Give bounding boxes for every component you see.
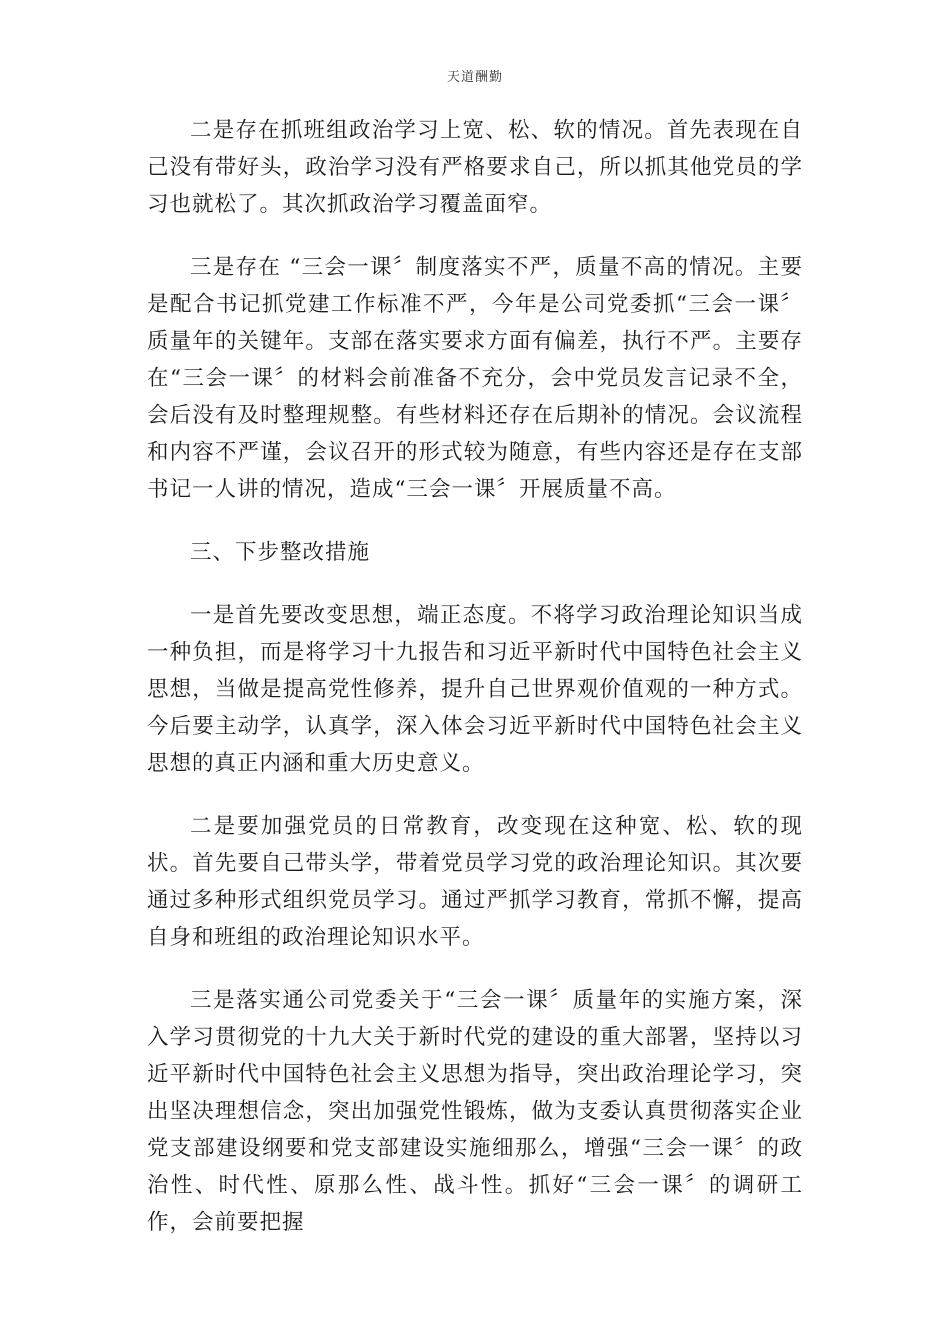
paragraph-measure-2: 二是要加强党员的日常教育，改变现在这种宽、松、软的现状。首先要自己带头学，带着党员学习党的政治理论知识。其次要通过多种形式组织党员学习。通过严抓学习教育，常抓不懈，提高自身和班组的政治理论知识水平。	[147, 814, 803, 950]
section-heading-rectification: 三、下步整改措施	[190, 540, 371, 565]
paragraph-problem-3: 三是存在 “三会一课〞制度落实不严，质量不高的情况。主要是配合书记抓党建工作标准不严，今年是公司党委抓“三会一课〞质量年的关键年。支部在落实要求方面有偏差，执行不严。主要存在“三会一课〞的材料会前准备不充分，会中党员发言记录不全，会后没有及时整理规整。有些材料还存在后期补的情况。会议流程和内容不严谨，会议召开的形式较为随意，有些内容还是存在支部书记一人讲的情况，造成“三会一课〞开展质量不高。	[147, 255, 803, 502]
paragraph-measure-3: 三是落实通公司党委关于“三会一课〞质量年的实施方案，深入学习贯彻党的十九大关于新时代党的建设的重大部署，坚持以习近平新时代中国特色社会主义思想为指导，突出政治理论学习，突出坚决理想信念，突出加强党性锻炼，做为支委认真贯彻落实企业党支部建设纲要和党支部建设实施细那么，增强“三会一课〞的政治性、时代性、原那么性、战斗性。抓好“三会一课〞的调研工作，会前要把握	[147, 988, 803, 1235]
paragraph-measure-1: 一是首先要改变思想，端正态度。不将学习政治理论知识当成一种负担，而是将学习十九报告和习近平新时代中国特色社会主义思想，当做是提高党性修养，提升自己世界观价值观的一种方式。今后要主动学，认真学，深入体会习近平新时代中国特色社会主义思想的真正内涵和重大历史意义。	[147, 603, 803, 776]
page-header: 天道酬勤	[446, 70, 503, 85]
document-body	[147, 112, 803, 1241]
paragraph-problem-2: 二是存在抓班组政治学习上宽、松、软的情况。首先表现在自己没有带好头，政治学习没有严格要求自己，所以抓其他党员的学习也就松了。其次抓政治学习覆盖面窄。	[147, 118, 803, 217]
